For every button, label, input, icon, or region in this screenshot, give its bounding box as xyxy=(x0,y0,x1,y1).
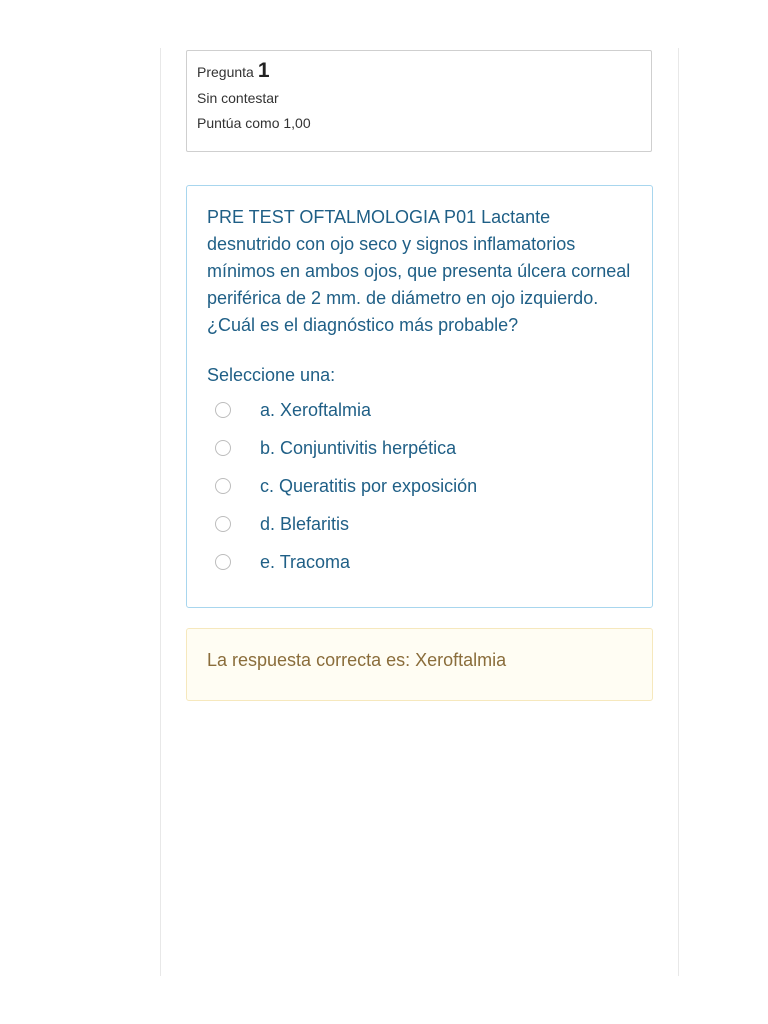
answer-option-label[interactable]: d. Blefaritis xyxy=(260,514,350,534)
answer-option-c[interactable] xyxy=(207,470,632,508)
feedback-panel xyxy=(186,628,653,701)
answer-option-e[interactable] xyxy=(207,546,632,584)
question-text: PRE TEST OFTALMOLOGIA P01 Lactante desnutrido con ojo seco y signos inflamatorios mínimos en ambos ojos, que presenta úlcera corneal periférica de 2 mm. de diámetro en ojo izquierdo. ¿Cuál es el diagnóstico más probable? xyxy=(207,207,631,335)
answer-option-label[interactable]: b. Conjuntivitis herpética xyxy=(260,438,457,458)
answer-option-label[interactable]: c. Queratitis por exposición xyxy=(260,476,478,496)
answer-options xyxy=(207,394,632,584)
answer-option-b[interactable] xyxy=(207,432,632,470)
question-content-panel xyxy=(186,185,653,608)
question-grade: Puntúa como 1,00 xyxy=(197,115,311,131)
question-state: Sin contestar xyxy=(197,90,279,106)
correct-answer-text: La respuesta correcta es: Xeroftalmia xyxy=(207,650,507,670)
answer-option-label[interactable]: e. Tracoma xyxy=(260,552,351,572)
column-divider-left xyxy=(160,48,161,976)
radio-button-icon[interactable] xyxy=(215,516,231,532)
question-info-panel xyxy=(186,50,652,152)
question-number: 1 xyxy=(257,59,270,82)
radio-button-icon[interactable] xyxy=(215,478,231,494)
radio-button-icon[interactable] xyxy=(215,402,231,418)
answer-option-label[interactable]: a. Xeroftalmia xyxy=(260,400,372,420)
answer-option-a[interactable] xyxy=(207,394,632,432)
answer-option-d[interactable] xyxy=(207,508,632,546)
question-number-line xyxy=(197,59,641,83)
answer-prompt: Seleccione una: xyxy=(207,365,336,385)
radio-button-icon[interactable] xyxy=(215,440,231,456)
question-label: Pregunta xyxy=(197,64,254,80)
radio-button-icon[interactable] xyxy=(215,554,231,570)
column-divider-right xyxy=(678,48,679,976)
